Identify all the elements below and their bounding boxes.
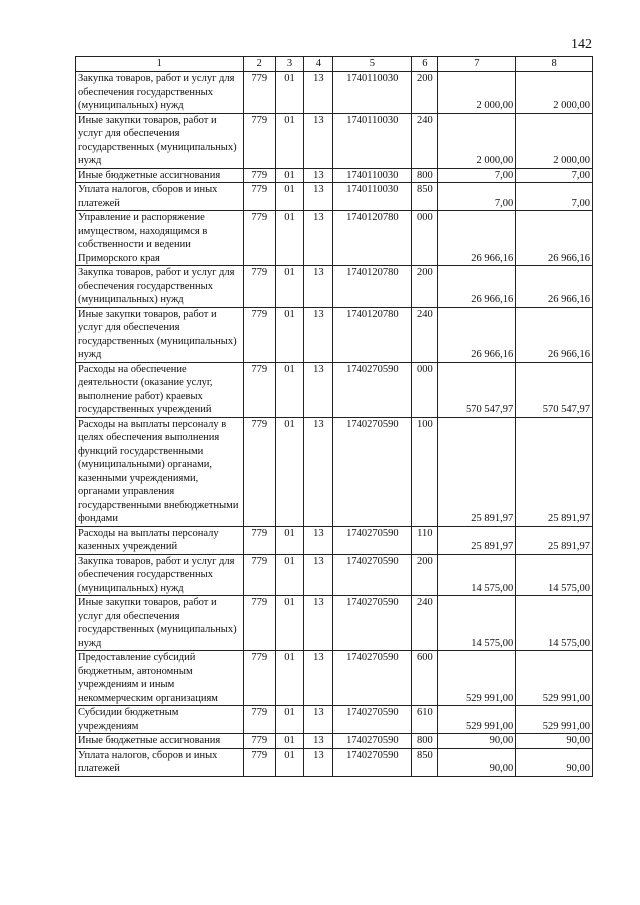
subsection-code-cell: 13 (304, 748, 333, 776)
subsection-code-cell: 13 (304, 651, 333, 706)
target-article-cell: 1740110030 (333, 113, 412, 168)
target-article-cell: 1740110030 (333, 183, 412, 211)
subsection-code-cell: 13 (304, 266, 333, 308)
amount-col7-cell: 90,00 (438, 748, 516, 776)
row-name-cell: Расходы на выплаты персоналу в целях обеспечения выполнения функций государственными (муниципальными) органами, казенными учреждениями, органами управления государственными внебюджетными фондами (76, 417, 244, 526)
section-code-cell: 01 (275, 72, 303, 114)
table-header-row (76, 57, 593, 72)
amount-col7-cell: 26 966,16 (438, 211, 516, 266)
target-article-cell: 1740270590 (333, 734, 412, 749)
subsection-code-cell: 13 (304, 72, 333, 114)
amount-col8-cell: 570 547,97 (516, 362, 593, 417)
amount-col7-cell: 26 966,16 (438, 307, 516, 362)
amount-col7-cell: 529 991,00 (438, 706, 516, 734)
expense-type-cell: 850 (412, 748, 438, 776)
amount-col8-cell: 14 575,00 (516, 596, 593, 651)
row-name-cell: Закупка товаров, работ и услуг для обеспечения государственных (муниципальных) нужд (76, 266, 244, 308)
section-code-cell: 01 (275, 168, 303, 183)
ministry-code-cell: 779 (243, 596, 275, 651)
target-article-cell: 1740270590 (333, 526, 412, 554)
table-row (76, 706, 593, 734)
ministry-code-cell: 779 (243, 113, 275, 168)
target-article-cell: 1740270590 (333, 596, 412, 651)
row-name-cell: Уплата налогов, сборов и иных платежей (76, 748, 244, 776)
row-name-cell: Иные бюджетные ассигнования (76, 734, 244, 749)
column-header: 1 (76, 57, 244, 72)
table-row (76, 266, 593, 308)
row-name-cell: Расходы на обеспечение деятельности (оказание услуг, выполнение работ) краевых государственных учреждений (76, 362, 244, 417)
expense-type-cell: 240 (412, 113, 438, 168)
column-header: 3 (275, 57, 303, 72)
amount-col7-cell: 14 575,00 (438, 554, 516, 596)
section-code-cell: 01 (275, 266, 303, 308)
row-name-cell: Иные бюджетные ассигнования (76, 168, 244, 183)
row-name-cell: Предоставление субсидий бюджетным, автономным учреждениям и иным некоммерческим организациям (76, 651, 244, 706)
page-number: 142 (571, 37, 592, 52)
target-article-cell: 1740270590 (333, 417, 412, 526)
target-article-cell: 1740120780 (333, 307, 412, 362)
expense-type-cell: 240 (412, 596, 438, 651)
subsection-code-cell: 13 (304, 554, 333, 596)
amount-col7-cell: 2 000,00 (438, 113, 516, 168)
table-row (76, 183, 593, 211)
amount-col7-cell: 14 575,00 (438, 596, 516, 651)
subsection-code-cell: 13 (304, 113, 333, 168)
section-code-cell: 01 (275, 307, 303, 362)
table-row (76, 748, 593, 776)
subsection-code-cell: 13 (304, 211, 333, 266)
row-name-cell: Расходы на выплаты персоналу казенных учреждений (76, 526, 244, 554)
subsection-code-cell: 13 (304, 168, 333, 183)
table-row (76, 417, 593, 526)
row-name-cell: Иные закупки товаров, работ и услуг для обеспечения государственных (муниципальных) нужд (76, 596, 244, 651)
ministry-code-cell: 779 (243, 307, 275, 362)
target-article-cell: 1740270590 (333, 706, 412, 734)
amount-col8-cell: 25 891,97 (516, 417, 593, 526)
amount-col8-cell: 7,00 (516, 168, 593, 183)
column-header: 6 (412, 57, 438, 72)
expense-type-cell: 200 (412, 554, 438, 596)
amount-col8-cell: 529 991,00 (516, 651, 593, 706)
subsection-code-cell: 13 (304, 734, 333, 749)
column-header: 2 (243, 57, 275, 72)
amount-col8-cell: 90,00 (516, 748, 593, 776)
expense-type-cell: 000 (412, 362, 438, 417)
section-code-cell: 01 (275, 526, 303, 554)
table-row (76, 307, 593, 362)
section-code-cell: 01 (275, 211, 303, 266)
amount-col8-cell: 26 966,16 (516, 211, 593, 266)
amount-col7-cell: 570 547,97 (438, 362, 516, 417)
ministry-code-cell: 779 (243, 362, 275, 417)
section-code-cell: 01 (275, 748, 303, 776)
budget-table (75, 56, 593, 777)
amount-col8-cell: 14 575,00 (516, 554, 593, 596)
row-name-cell: Иные закупки товаров, работ и услуг для обеспечения государственных (муниципальных) нужд (76, 113, 244, 168)
ministry-code-cell: 779 (243, 651, 275, 706)
ministry-code-cell: 779 (243, 211, 275, 266)
amount-col8-cell: 90,00 (516, 734, 593, 749)
subsection-code-cell: 13 (304, 183, 333, 211)
amount-col7-cell: 26 966,16 (438, 266, 516, 308)
ministry-code-cell: 779 (243, 168, 275, 183)
expense-type-cell: 100 (412, 417, 438, 526)
table-row (76, 72, 593, 114)
table-row (76, 168, 593, 183)
subsection-code-cell: 13 (304, 362, 333, 417)
amount-col8-cell: 26 966,16 (516, 307, 593, 362)
amount-col7-cell: 25 891,97 (438, 526, 516, 554)
column-header: 5 (333, 57, 412, 72)
ministry-code-cell: 779 (243, 554, 275, 596)
amount-col8-cell: 25 891,97 (516, 526, 593, 554)
section-code-cell: 01 (275, 734, 303, 749)
target-article-cell: 1740110030 (333, 168, 412, 183)
table-row (76, 734, 593, 749)
target-article-cell: 1740270590 (333, 554, 412, 596)
column-header: 7 (438, 57, 516, 72)
table-row (76, 113, 593, 168)
row-name-cell: Субсидии бюджетным учреждениям (76, 706, 244, 734)
ministry-code-cell: 779 (243, 183, 275, 211)
subsection-code-cell: 13 (304, 417, 333, 526)
section-code-cell: 01 (275, 651, 303, 706)
section-code-cell: 01 (275, 183, 303, 211)
column-header: 4 (304, 57, 333, 72)
table-row (76, 362, 593, 417)
amount-col7-cell: 2 000,00 (438, 72, 516, 114)
row-name-cell: Иные закупки товаров, работ и услуг для обеспечения государственных (муниципальных) нужд (76, 307, 244, 362)
amount-col7-cell: 7,00 (438, 168, 516, 183)
row-name-cell: Управление и распоряжение имуществом, находящимся в собственности и ведении Приморского края (76, 211, 244, 266)
expense-type-cell: 600 (412, 651, 438, 706)
ministry-code-cell: 779 (243, 526, 275, 554)
section-code-cell: 01 (275, 362, 303, 417)
subsection-code-cell: 13 (304, 307, 333, 362)
ministry-code-cell: 779 (243, 266, 275, 308)
amount-col8-cell: 529 991,00 (516, 706, 593, 734)
amount-col8-cell: 26 966,16 (516, 266, 593, 308)
target-article-cell: 1740110030 (333, 72, 412, 114)
table-row (76, 526, 593, 554)
table-row (76, 211, 593, 266)
column-header: 8 (516, 57, 593, 72)
expense-type-cell: 240 (412, 307, 438, 362)
target-article-cell: 1740270590 (333, 362, 412, 417)
expense-type-cell: 110 (412, 526, 438, 554)
section-code-cell: 01 (275, 596, 303, 651)
amount-col7-cell: 529 991,00 (438, 651, 516, 706)
section-code-cell: 01 (275, 554, 303, 596)
expense-type-cell: 800 (412, 168, 438, 183)
amount-col8-cell: 7,00 (516, 183, 593, 211)
target-article-cell: 1740120780 (333, 211, 412, 266)
target-article-cell: 1740120780 (333, 266, 412, 308)
expense-type-cell: 200 (412, 266, 438, 308)
subsection-code-cell: 13 (304, 596, 333, 651)
section-code-cell: 01 (275, 113, 303, 168)
table-row (76, 651, 593, 706)
subsection-code-cell: 13 (304, 526, 333, 554)
ministry-code-cell: 779 (243, 72, 275, 114)
target-article-cell: 1740270590 (333, 748, 412, 776)
ministry-code-cell: 779 (243, 748, 275, 776)
amount-col7-cell: 7,00 (438, 183, 516, 211)
row-name-cell: Закупка товаров, работ и услуг для обеспечения государственных (муниципальных) нужд (76, 72, 244, 114)
ministry-code-cell: 779 (243, 706, 275, 734)
row-name-cell: Уплата налогов, сборов и иных платежей (76, 183, 244, 211)
expense-type-cell: 200 (412, 72, 438, 114)
amount-col8-cell: 2 000,00 (516, 113, 593, 168)
expense-type-cell: 610 (412, 706, 438, 734)
target-article-cell: 1740270590 (333, 651, 412, 706)
section-code-cell: 01 (275, 417, 303, 526)
table-row (76, 554, 593, 596)
section-code-cell: 01 (275, 706, 303, 734)
amount-col7-cell: 90,00 (438, 734, 516, 749)
expense-type-cell: 800 (412, 734, 438, 749)
table-row (76, 596, 593, 651)
row-name-cell: Закупка товаров, работ и услуг для обеспечения государственных (муниципальных) нужд (76, 554, 244, 596)
expense-type-cell: 850 (412, 183, 438, 211)
amount-col8-cell: 2 000,00 (516, 72, 593, 114)
ministry-code-cell: 779 (243, 417, 275, 526)
expense-type-cell: 000 (412, 211, 438, 266)
amount-col7-cell: 25 891,97 (438, 417, 516, 526)
subsection-code-cell: 13 (304, 706, 333, 734)
ministry-code-cell: 779 (243, 734, 275, 749)
